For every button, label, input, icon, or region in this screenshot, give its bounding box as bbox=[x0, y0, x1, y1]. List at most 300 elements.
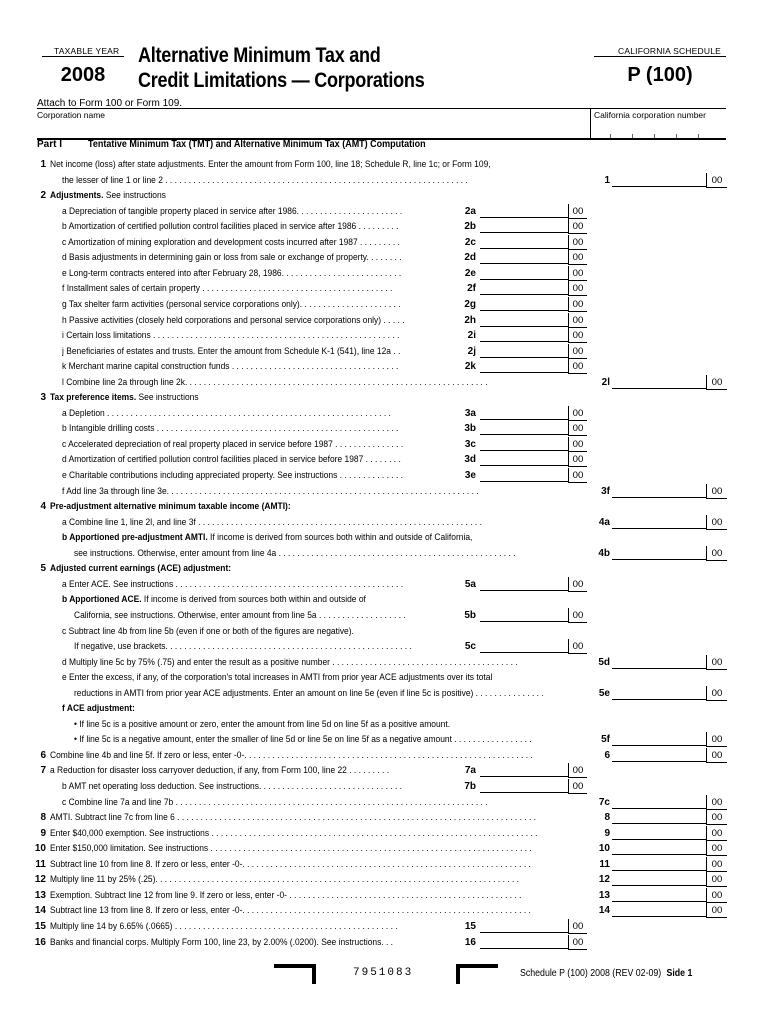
line-text-content: Multiply line 14 by 6.65% (.0665) . . . . . . . . . . . . . . . . . . . . . . . . . . . . . . . . . . . . . . . . . . . . . . . . bbox=[50, 920, 398, 932]
amount-field[interactable] bbox=[612, 528, 706, 529]
line-text bbox=[50, 157, 720, 172]
cents-cell: 00 bbox=[568, 250, 587, 265]
line-text bbox=[62, 530, 720, 545]
form-line bbox=[0, 795, 770, 810]
line-code: 8 bbox=[604, 812, 610, 824]
cents-cell: 00 bbox=[706, 546, 727, 561]
amount-field[interactable] bbox=[612, 854, 706, 855]
form-line bbox=[0, 188, 770, 203]
footer-schedule bbox=[520, 968, 692, 979]
cents-cell: 00 bbox=[568, 468, 587, 483]
cents-cell: 00 bbox=[706, 748, 727, 763]
line-text-content: c Combine line 7a and line 7b . . . . . . . . . . . . . . . . . . . . . . . . . . . . . . . . . . . . . . . . . . . . . . . . . . . . . . . . . . . . . . . . . . . bbox=[62, 796, 488, 808]
line-text-content: AMTI. Subtract line 7c from line 6 . . . . . . . . . . . . . . . . . . . . . . . . . . . . . . . . . . . . . . . . . . . . . . . . . . . . . . . . . . . . . . . . . . . . . . . . . . . . . bbox=[50, 812, 537, 824]
line-text bbox=[50, 857, 584, 872]
line-text-content: Multiply line 11 by 25% (.25). . . . . . . . . . . . . . . . . . . . . . . . . . . . . . . . . . . . . . . . . . . . . . . . . . . . . . . . . . . . . . . . . . . . . . . . . . . . . . bbox=[50, 874, 519, 886]
line-text bbox=[62, 437, 448, 452]
line-text bbox=[74, 732, 584, 747]
amount-field[interactable] bbox=[480, 248, 568, 249]
form-line bbox=[0, 639, 770, 654]
line-code: 5f bbox=[601, 734, 610, 746]
line-text-content: reductions in AMTI from prior year ACE adjustments. Enter an amount on line 5e (even if line 5c is positive) . . . . . . . . . . . . . . . bbox=[74, 687, 544, 699]
form-line bbox=[0, 935, 770, 950]
amount-field[interactable] bbox=[480, 450, 568, 451]
form-number: P (100) bbox=[627, 64, 693, 86]
line-text bbox=[50, 748, 584, 763]
line-number: 10 bbox=[34, 843, 46, 855]
form-line bbox=[0, 888, 770, 903]
line-code: 2f bbox=[467, 283, 476, 295]
line-text bbox=[74, 639, 448, 654]
line-text-content: d Multiply line 5c by 75% (.75) and enter the result as a positive number . . . . . . . . . . . . . . . . . . . . . . . . . . . . . . . . . . . . . . . . bbox=[62, 656, 518, 668]
line-code: 5d bbox=[598, 656, 610, 668]
line-code: 7a bbox=[464, 765, 476, 777]
line-text-content: • If line 5c is a positive amount or zero, enter the amount from line 5d on line 5f as a positive amount. bbox=[74, 718, 451, 730]
line-text bbox=[50, 841, 584, 856]
line-text-content: Enter $40,000 exemption. See instructions . . . . . . . . . . . . . . . . . . . . . . . . . . . . . . . . . . . . . . . . . . . . . . . . . . . . . . . . . . . . . . . . . . . . . . bbox=[50, 827, 538, 839]
line-code: 11 bbox=[599, 858, 610, 870]
form-line bbox=[0, 732, 770, 747]
line-code: 3e bbox=[464, 470, 476, 481]
line-text bbox=[62, 281, 448, 296]
line-code: 3c bbox=[464, 438, 476, 450]
cents-cell: 00 bbox=[568, 235, 587, 250]
cents-cell: 00 bbox=[706, 686, 727, 701]
line-text-bold: Adjusted current earnings (ACE) adjustment: bbox=[50, 563, 232, 575]
amount-field[interactable] bbox=[480, 341, 568, 342]
amount-field[interactable] bbox=[480, 419, 568, 420]
amount-field[interactable] bbox=[480, 434, 568, 435]
cents-cell: 00 bbox=[706, 515, 727, 530]
amount-field[interactable] bbox=[480, 232, 568, 233]
amount-field[interactable] bbox=[612, 668, 706, 669]
line-text-bold: f ACE adjustment: bbox=[62, 703, 135, 715]
form-line bbox=[0, 577, 770, 592]
line-text-content: Combine line 4b and line 5f. If zero or less, enter -0-. . . . . . . . . . . . . . . . . . . . . . . . . . . . . . . . . . . . . . . . . . . . . . . . . . . . . . . . . . . . . . bbox=[50, 749, 533, 761]
line-text bbox=[62, 515, 584, 530]
line-number: 2 bbox=[40, 190, 46, 202]
corporation-number-label: California corporation number bbox=[594, 110, 706, 120]
cents-cell: 00 bbox=[706, 484, 727, 499]
cents-cell: 00 bbox=[568, 406, 587, 421]
line-code: 5a bbox=[464, 578, 476, 590]
form-title-line2: Credit Limitations — Corporations bbox=[138, 69, 425, 92]
amount-field[interactable] bbox=[480, 279, 568, 280]
line-text bbox=[62, 297, 448, 312]
line-code: 3a bbox=[464, 407, 476, 419]
form-line bbox=[0, 561, 770, 576]
line-code: 2h bbox=[464, 314, 476, 326]
line-text-rest: If income is derived from sources both within and outside of bbox=[141, 594, 366, 606]
line-text-content: f Add line 3a through line 3e. . . . . . . . . . . . . . . . . . . . . . . . . . . . . . . . . . . . . . . . . . . . . . . . . . . . . . . . . . . . . . . . . . . bbox=[62, 485, 479, 497]
line-text bbox=[62, 701, 720, 716]
amount-field[interactable] bbox=[480, 326, 568, 327]
line-number: 12 bbox=[34, 874, 46, 886]
line-text-content: Subtract line 10 from line 8. If zero or less, enter -0-. . . . . . . . . . . . . . . . . . . . . . . . . . . . . . . . . . . . . . . . . . . . . . . . . . . . . . . . . . . . . . bbox=[50, 858, 531, 870]
line-number: 4 bbox=[40, 501, 46, 513]
line-code: 13 bbox=[598, 889, 610, 901]
cents-cell: 00 bbox=[568, 297, 587, 312]
line-text-content: b Amortization of certified pollution control facilities placed in service after 1986 . . . . . . . . . bbox=[62, 221, 399, 233]
line-text bbox=[50, 903, 584, 918]
form-line bbox=[0, 763, 770, 778]
form-line bbox=[0, 437, 770, 452]
line-text-content: e Charitable contributions including appreciated property. See instructions . . . . . . . . . . . . . . bbox=[62, 470, 403, 481]
line-text-content: Banks and financial corps. Multiply Form 100, line 23, by 2.00% (.0200). See instructions. . . bbox=[50, 936, 394, 948]
line-text-content: Enter $150,000 limitation. See instructions . . . . . . . . . . . . . . . . . . . . . . . . . . . . . . . . . . . . . . . . . . . . . . . . . . . . . . . . . . . . . . . . . . . . . bbox=[50, 843, 532, 855]
line-text bbox=[62, 204, 448, 219]
line-text bbox=[50, 935, 448, 950]
form-line bbox=[0, 266, 770, 281]
line-code: 2j bbox=[467, 345, 476, 357]
line-code: 7c bbox=[598, 796, 610, 808]
form-line bbox=[0, 328, 770, 343]
cents-cell: 00 bbox=[568, 344, 587, 359]
line-text-content: c Amortization of mining exploration and development costs incurred after 1987 . . . . . . . . . bbox=[62, 236, 400, 248]
line-text bbox=[50, 188, 720, 203]
line-text-bold: b Apportioned ACE. bbox=[62, 594, 142, 606]
cents-cell: 00 bbox=[706, 841, 727, 856]
amount-field[interactable] bbox=[612, 186, 706, 187]
line-text-content: f Installment sales of certain property . . . . . . . . . . . . . . . . . . . . . . . . . . . . . . . . . . . . . . . . . bbox=[62, 283, 393, 295]
line-text bbox=[62, 219, 448, 234]
line-text bbox=[50, 810, 584, 825]
line-text-content: c Subtract line 4b from line 5b (even if one or both of the figures are negative). bbox=[62, 625, 354, 637]
amount-field[interactable] bbox=[612, 839, 706, 840]
form-line bbox=[0, 670, 770, 685]
line-text-content: a Enter ACE. See instructions . . . . . . . . . . . . . . . . . . . . . . . . . . . . . . . . . . . . . . . . . . . . . . . . . bbox=[62, 578, 404, 590]
form-line bbox=[0, 173, 770, 188]
line-text-content: If negative, use brackets. . . . . . . . . . . . . . . . . . . . . . . . . . . . . . . . . . . . . . . . . . . . . . . . . . . . . bbox=[74, 641, 412, 653]
line-code: 12 bbox=[598, 874, 610, 886]
line-text-content: a Reduction for disaster loss carryover deduction, if any, from Form 100, line 22 . . . . . . . . . bbox=[50, 765, 390, 777]
line-text-content: a Depreciation of tangible property placed in service after 1986. . . . . . . . . . . . . . . . . . . . . . . bbox=[62, 205, 403, 217]
form-line bbox=[0, 157, 770, 172]
amount-field[interactable] bbox=[480, 465, 568, 466]
form-line bbox=[0, 297, 770, 312]
cents-cell: 00 bbox=[568, 359, 587, 374]
line-text bbox=[62, 235, 448, 250]
schedule-label: CALIFORNIA SCHEDULE bbox=[618, 46, 721, 56]
line-text bbox=[50, 919, 448, 934]
line-text-content: b AMT net operating loss deduction. See instructions. . . . . . . . . . . . . . . . . . . . . . . . . . . . . . . bbox=[62, 781, 403, 792]
form-line bbox=[0, 655, 770, 670]
form-line bbox=[0, 748, 770, 763]
cents-cell: 00 bbox=[706, 872, 727, 887]
cents-cell: 00 bbox=[568, 608, 587, 623]
cents-cell: 00 bbox=[706, 795, 727, 810]
line-code: 15 bbox=[464, 920, 476, 932]
cents-cell: 00 bbox=[706, 826, 727, 841]
line-code: 2i bbox=[467, 330, 476, 342]
amount-field[interactable] bbox=[612, 901, 706, 902]
amount-field[interactable] bbox=[480, 776, 568, 777]
amount-field[interactable] bbox=[612, 745, 706, 746]
cents-cell: 00 bbox=[568, 328, 587, 343]
line-text bbox=[50, 561, 720, 576]
line-text bbox=[62, 468, 448, 483]
line-text-content: g Tax shelter farm activities (personal service corporations only). . . . . . . . . . . . . . . . . . . . . . bbox=[62, 298, 401, 310]
line-text bbox=[62, 344, 448, 359]
line-text-content: e Enter the excess, if any, of the corporation's total increases in AMTI from prior year ACE adjustments over its total bbox=[62, 672, 493, 684]
tax-year: 2008 bbox=[60, 64, 106, 86]
line-number: 9 bbox=[40, 827, 46, 839]
line-text-bold: Adjustments. bbox=[50, 190, 104, 202]
form-line bbox=[0, 701, 770, 716]
line-text bbox=[74, 686, 584, 701]
attach-instruction: Attach to Form 100 or Form 109. bbox=[37, 98, 183, 109]
line-code: 2g bbox=[464, 298, 476, 310]
line-code: 2a bbox=[464, 205, 476, 217]
cents-cell: 00 bbox=[568, 577, 587, 592]
amount-field[interactable] bbox=[480, 263, 568, 264]
line-text bbox=[74, 608, 448, 623]
line-text-content: Subtract line 13 from line 8. If zero or less, enter -0-. . . . . . . . . . . . . . . . . . . . . . . . . . . . . . . . . . . . . . . . . . . . . . . . . . . . . . . . . . . . . . bbox=[50, 905, 531, 917]
header-rule bbox=[37, 108, 726, 109]
line-text bbox=[74, 717, 720, 732]
form-line bbox=[0, 624, 770, 639]
line-text bbox=[50, 499, 720, 514]
cents-cell: 00 bbox=[568, 763, 587, 778]
form-line bbox=[0, 235, 770, 250]
cents-cell: 00 bbox=[706, 655, 727, 670]
amount-field[interactable] bbox=[612, 870, 706, 871]
line-text bbox=[62, 266, 448, 281]
line-text-content: h Passive activities (closely held corporations and personal service corporations only) . . . . . bbox=[62, 314, 405, 326]
amount-field[interactable] bbox=[480, 792, 568, 793]
line-text bbox=[62, 313, 448, 328]
amount-field[interactable] bbox=[480, 948, 568, 949]
line-code: 1 bbox=[604, 174, 610, 186]
cents-cell: 00 bbox=[706, 888, 727, 903]
line-text-content: b Intangible drilling costs . . . . . . . . . . . . . . . . . . . . . . . . . . . . . . . . . . . . . . . . . . . . . . . . . . . . bbox=[62, 423, 399, 435]
line-number: 7 bbox=[40, 765, 46, 777]
cents-cell: 00 bbox=[568, 919, 587, 934]
amount-field[interactable] bbox=[612, 388, 706, 389]
line-text-content: l Combine line 2a through line 2k. . . . . . . . . . . . . . . . . . . . . . . . . . . . . . . . . . . . . . . . . . . . . . . . . . . . . . . . . . . . . . . . . bbox=[62, 376, 488, 388]
amount-field[interactable] bbox=[612, 916, 706, 917]
cents-cell: 00 bbox=[568, 421, 587, 436]
line-text bbox=[62, 624, 720, 639]
registration-mark-left bbox=[272, 962, 320, 986]
line-text-content: see instructions. Otherwise, enter amount from line 4a . . . . . . . . . . . . . . . . . . . . . . . . . . . . . . . . . . . . . . . . . . . . . . . . . . . bbox=[74, 547, 516, 559]
corporation-name-field[interactable] bbox=[37, 120, 587, 136]
cents-cell: 00 bbox=[568, 204, 587, 219]
line-code: 4a bbox=[598, 516, 610, 528]
amount-field[interactable] bbox=[480, 294, 568, 295]
part-title: Tentative Minimum Tax (TMT) and Alternative Minimum Tax (AMT) Computation bbox=[88, 139, 426, 150]
amount-field[interactable] bbox=[480, 217, 568, 218]
amount-field[interactable] bbox=[480, 481, 568, 482]
line-text-content: • If line 5c is a negative amount, enter the smaller of line 5d or line 5e on line 5f as a negative amount . . . . . . . . . . . . . . . . . bbox=[74, 734, 532, 746]
form-line bbox=[0, 499, 770, 514]
form-line bbox=[0, 857, 770, 872]
line-number: 15 bbox=[34, 920, 46, 932]
form-line bbox=[0, 375, 770, 390]
amount-field[interactable] bbox=[480, 357, 568, 358]
line-number: 3 bbox=[40, 392, 46, 404]
line-text bbox=[74, 546, 584, 561]
form-line bbox=[0, 359, 770, 374]
line-code: 5b bbox=[464, 609, 476, 621]
cents-cell: 00 bbox=[568, 639, 587, 654]
line-text-rest: See instructions bbox=[103, 190, 166, 202]
line-text bbox=[62, 655, 584, 670]
line-number: 1 bbox=[40, 159, 46, 170]
cents-cell: 00 bbox=[568, 313, 587, 328]
line-code: 14 bbox=[598, 905, 610, 917]
amount-field[interactable] bbox=[612, 559, 706, 560]
amount-field[interactable] bbox=[480, 621, 568, 622]
amount-field[interactable] bbox=[612, 823, 706, 824]
registration-mark-right bbox=[452, 962, 500, 986]
line-text bbox=[62, 670, 720, 685]
line-text bbox=[50, 390, 720, 405]
form-line bbox=[0, 219, 770, 234]
footer-schedule-text: Schedule P (100) 2008 (REV 02-09) bbox=[520, 968, 662, 979]
line-text bbox=[62, 795, 584, 810]
cents-cell: 00 bbox=[568, 266, 587, 281]
part-label: Part I bbox=[37, 139, 63, 150]
form-line bbox=[0, 903, 770, 918]
amount-field[interactable] bbox=[480, 310, 568, 311]
cents-cell: 00 bbox=[706, 732, 727, 747]
line-text bbox=[62, 173, 584, 188]
line-text bbox=[62, 328, 448, 343]
line-code: 2c bbox=[464, 236, 476, 248]
line-code: 16 bbox=[464, 936, 476, 948]
line-code: 2l bbox=[601, 376, 610, 388]
line-text-content: d Amortization of certified pollution control facilities placed in service before 1987 . . . . . . . . bbox=[62, 454, 401, 466]
line-code: 5c bbox=[464, 641, 476, 653]
line-text bbox=[50, 826, 584, 841]
form-line bbox=[0, 872, 770, 887]
cents-cell: 00 bbox=[568, 219, 587, 234]
line-number: 11 bbox=[35, 858, 46, 870]
line-text bbox=[62, 375, 584, 390]
line-text-content: j Beneficiaries of estates and trusts. Enter the amount from Schedule K-1 (541), line 12a . . bbox=[62, 345, 401, 357]
line-text bbox=[62, 421, 448, 436]
taxable-year-label: TAXABLE YEAR bbox=[54, 46, 120, 56]
line-code: 2k bbox=[464, 361, 476, 373]
line-code: 6 bbox=[604, 749, 610, 761]
amount-field[interactable] bbox=[612, 808, 706, 809]
form-line bbox=[0, 344, 770, 359]
line-code: 9 bbox=[604, 827, 610, 839]
line-code: 10 bbox=[598, 843, 610, 855]
form-line bbox=[0, 717, 770, 732]
line-text-content: the lesser of line 1 or line 2 . . . . . . . . . . . . . . . . . . . . . . . . . . . . . . . . . . . . . . . . . . . . . . . . . . . . . . . . . . . . . . . . . bbox=[62, 174, 468, 186]
line-number: 13 bbox=[34, 889, 46, 901]
line-text bbox=[62, 406, 448, 421]
line-text bbox=[62, 484, 584, 499]
form-line bbox=[0, 406, 770, 421]
corporation-name-label: Corporation name bbox=[37, 110, 106, 120]
line-text bbox=[62, 779, 448, 794]
cents-cell: 00 bbox=[568, 779, 587, 794]
amount-field[interactable] bbox=[612, 699, 706, 700]
line-text bbox=[62, 452, 448, 467]
line-text-content: California, see instructions. Otherwise, enter amount from line 5a . . . . . . . . . . . . . . . . . . . bbox=[74, 609, 406, 621]
cents-cell: 00 bbox=[706, 173, 727, 188]
form-line bbox=[0, 421, 770, 436]
cents-cell: 00 bbox=[706, 375, 727, 390]
line-text-rest: If income is derived from sources both within and outside of California, bbox=[207, 532, 473, 544]
line-number: 14 bbox=[34, 905, 46, 917]
amount-field[interactable] bbox=[612, 761, 706, 762]
form-title-line1: Alternative Minimum Tax and bbox=[138, 44, 381, 67]
line-text bbox=[50, 872, 584, 887]
cents-cell: 00 bbox=[568, 935, 587, 950]
line-text bbox=[50, 763, 448, 778]
line-text-content: i Certain loss limitations . . . . . . . . . . . . . . . . . . . . . . . . . . . . . . . . . . . . . . . . . . . . . . . . . . . . . bbox=[62, 330, 400, 342]
form-line bbox=[0, 515, 770, 530]
cents-cell: 00 bbox=[568, 281, 587, 296]
amount-field[interactable] bbox=[480, 372, 568, 373]
form-line bbox=[0, 919, 770, 934]
form-line bbox=[0, 452, 770, 467]
cents-cell: 00 bbox=[706, 810, 727, 825]
line-number: 16 bbox=[34, 936, 46, 948]
line-text-content: e Long-term contracts entered into after February 28, 1986. . . . . . . . . . . . . . . . . . . . . . . . . . bbox=[62, 267, 402, 279]
form-line bbox=[0, 250, 770, 265]
line-code: 2d bbox=[464, 252, 476, 264]
form-line bbox=[0, 484, 770, 499]
cents-cell: 00 bbox=[706, 903, 727, 918]
line-text-bold: Tax preference items. bbox=[50, 392, 137, 404]
line-text-content: a Depletion . . . . . . . . . . . . . . . . . . . . . . . . . . . . . . . . . . . . . . . . . . . . . . . . . . . . . . . . . . . . . bbox=[62, 407, 391, 419]
line-number: 5 bbox=[40, 563, 46, 575]
line-text bbox=[62, 359, 448, 374]
line-text-content: Exemption. Subtract line 12 from line 9. If zero or less, enter -0- . . . . . . . . . . . . . . . . . . . . . . . . . . . . . . . . . . . . . . . . . . . . . . . . . . bbox=[50, 889, 522, 901]
line-text bbox=[62, 577, 448, 592]
form-line bbox=[0, 281, 770, 296]
amount-field[interactable] bbox=[480, 652, 568, 653]
form-line bbox=[0, 826, 770, 841]
line-code: 3d bbox=[464, 454, 476, 466]
line-number: 8 bbox=[40, 812, 46, 824]
form-line bbox=[0, 468, 770, 483]
line-code: 2b bbox=[464, 221, 476, 233]
corp-number-divider bbox=[590, 108, 591, 138]
form-line bbox=[0, 204, 770, 219]
corporation-number-field[interactable] bbox=[594, 120, 726, 136]
amount-field[interactable] bbox=[612, 497, 706, 498]
cents-cell: 00 bbox=[706, 857, 727, 872]
form-line bbox=[0, 546, 770, 561]
line-text-content: Net income (loss) after state adjustments. Enter the amount from Form 100, line 18; Schedule R, line 1c; or Form 109, bbox=[50, 159, 491, 170]
line-code: 5e bbox=[598, 687, 610, 699]
line-text bbox=[62, 592, 720, 607]
line-text bbox=[50, 888, 584, 903]
footer-side: Side 1 bbox=[666, 968, 693, 979]
amount-field[interactable] bbox=[612, 885, 706, 886]
form-line bbox=[0, 313, 770, 328]
line-text-content: a Combine line 1, line 2l, and line 3f . . . . . . . . . . . . . . . . . . . . . . . . . . . . . . . . . . . . . . . . . . . . . . . . . . . . . . . . . . . . . bbox=[62, 516, 482, 528]
form-line bbox=[0, 390, 770, 405]
amount-field[interactable] bbox=[480, 932, 568, 933]
form-line bbox=[0, 841, 770, 856]
line-text-content: d Basis adjustments in determining gain or loss from sale or exchange of property. . . . . . . . bbox=[62, 252, 402, 264]
line-code: 3f bbox=[601, 485, 610, 497]
form-line bbox=[0, 810, 770, 825]
line-text-rest: See instructions bbox=[136, 392, 199, 404]
form-line bbox=[0, 686, 770, 701]
line-number: 6 bbox=[40, 749, 46, 761]
line-code: 2e bbox=[464, 267, 476, 279]
line-text-content: k Merchant marine capital construction funds . . . . . . . . . . . . . . . . . . . . . . . . . . . . . . . . . . . . bbox=[62, 361, 399, 373]
amount-field[interactable] bbox=[480, 590, 568, 591]
